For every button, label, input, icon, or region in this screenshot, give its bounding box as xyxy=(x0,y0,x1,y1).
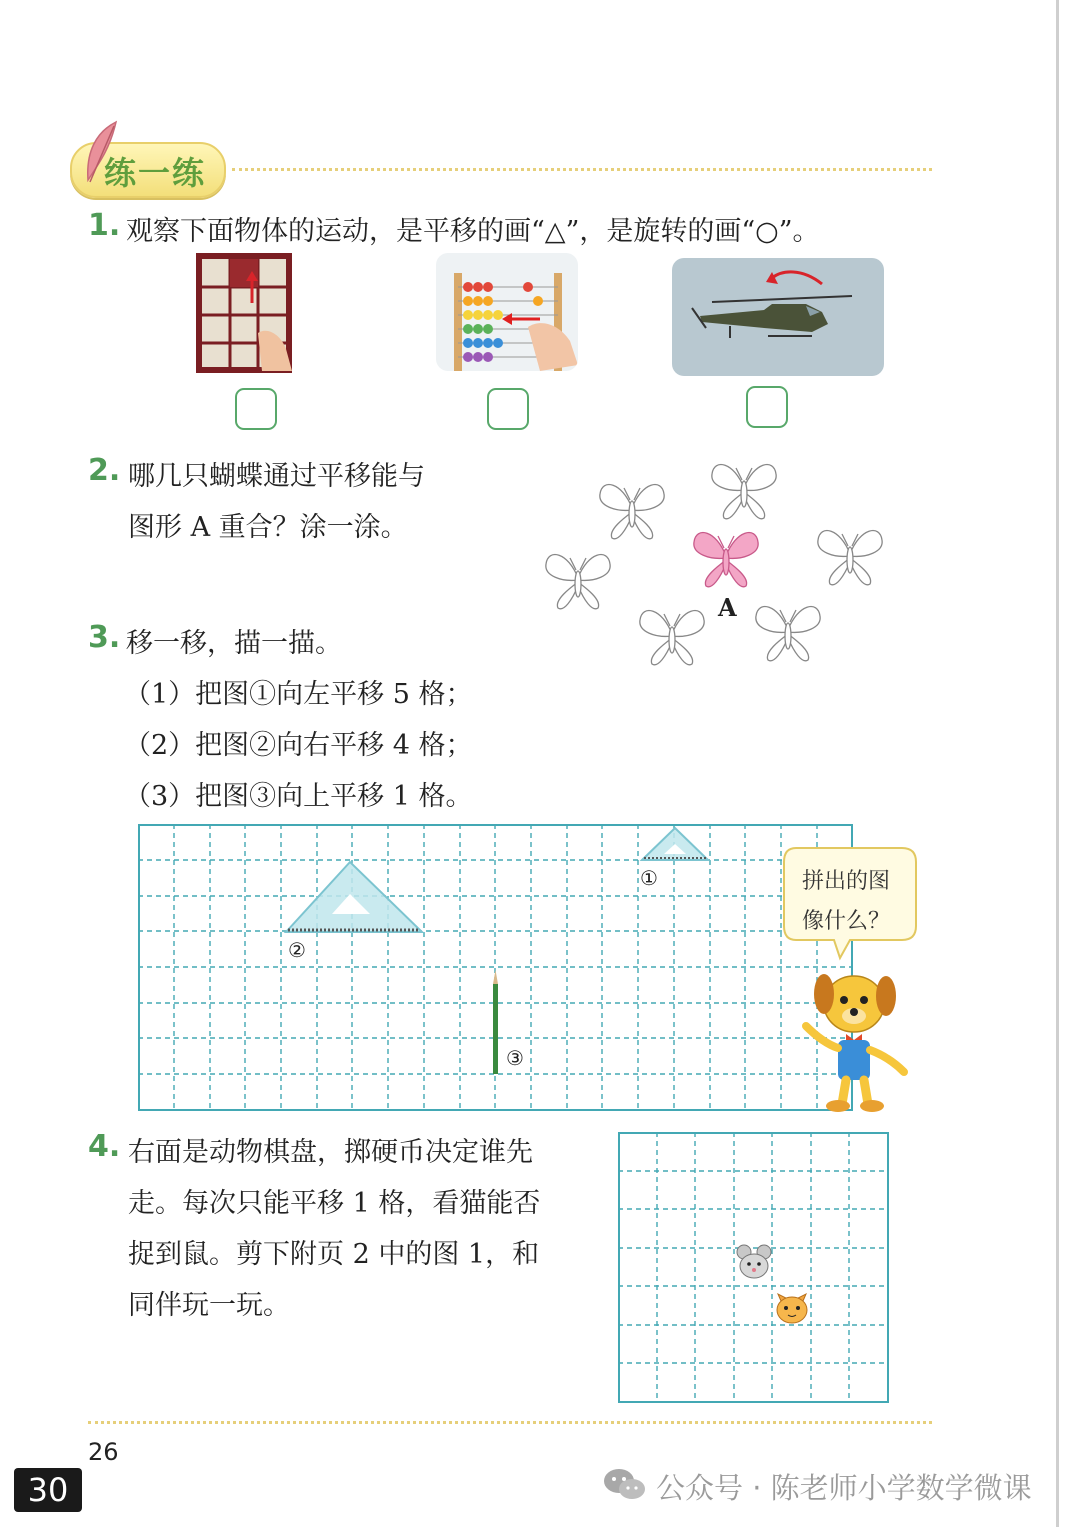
abacus-photo xyxy=(436,253,578,371)
q1-answer-box-3[interactable] xyxy=(746,386,788,428)
translation-grid[interactable] xyxy=(138,824,854,1112)
butterfly-icon[interactable] xyxy=(640,611,704,665)
butterfly-icon[interactable] xyxy=(600,485,664,539)
sliding-puzzle-photo xyxy=(196,253,314,373)
figure-3-label: ③ xyxy=(506,1046,524,1070)
watermark-text: 公众号 · 陈老师小学数学微课 xyxy=(656,1471,1032,1505)
q3-number: 3. xyxy=(88,620,121,655)
q1-answer-box-1[interactable] xyxy=(235,388,277,430)
q3-text: 移一移，描一描。 xyxy=(126,628,342,659)
q3-item-3: （3）把图③向上平移 1 格。 xyxy=(124,781,473,812)
q1-number: 1. xyxy=(88,208,121,243)
figure-1-label: ① xyxy=(640,866,658,890)
butterfly-icon[interactable] xyxy=(712,465,776,519)
page-edge xyxy=(1056,0,1059,1527)
footer-dotted-rule xyxy=(88,1421,932,1424)
q2-number: 2. xyxy=(88,453,121,488)
q4-line-1: 右面是动物棋盘，掷硬币决定谁先 xyxy=(128,1137,533,1168)
q1-text: 观察下面物体的运动，是平移的画“△”，是旋转的画“○”。 xyxy=(126,216,820,247)
q3-item-1: （1）把图①向左平移 5 格； xyxy=(124,679,473,710)
q2-line1: 哪几只蝴蝶通过平移能与 xyxy=(128,461,425,492)
speech-bubble-line2: 像什么？ xyxy=(802,909,891,934)
q4-line-2: 走。每次只能平移 1 格，看猫能否 xyxy=(128,1188,541,1219)
dog-icon xyxy=(796,968,914,1114)
section-title: 练一练 xyxy=(104,154,207,192)
animal-chess-board[interactable] xyxy=(618,1132,890,1404)
q4-line-3: 捉到鼠。剪下附页 2 中的图 1，和 xyxy=(128,1239,540,1270)
q2-line2: 图形 A 重合？涂一涂。 xyxy=(128,512,408,543)
set-square-icon xyxy=(642,828,708,860)
helicopter-icon xyxy=(672,258,884,376)
wechat-icon xyxy=(602,1466,648,1502)
header-dotted-rule xyxy=(232,168,932,171)
butterfly-icon[interactable] xyxy=(756,607,820,661)
butterfly-icon[interactable] xyxy=(546,555,610,609)
page-number: 26 xyxy=(88,1438,119,1466)
figure-2-label: ② xyxy=(288,938,306,962)
page-tab: 30 xyxy=(14,1468,82,1512)
q3-item-2: （2）把图②向右平移 4 格； xyxy=(124,730,473,761)
q4-line-4: 同伴玩一玩。 xyxy=(128,1290,290,1321)
butterfly-a xyxy=(694,533,758,587)
set-square-icon xyxy=(286,862,422,932)
mouse-icon[interactable] xyxy=(737,1245,771,1278)
butterfly-a-label: A xyxy=(718,593,737,622)
cat-icon[interactable] xyxy=(777,1294,807,1323)
butterfly-field xyxy=(530,450,910,670)
q1-answer-box-2[interactable] xyxy=(487,388,529,430)
speech-bubble-line1: 拼出的图 xyxy=(802,869,891,894)
q4-number: 4. xyxy=(88,1129,121,1164)
butterfly-icon[interactable] xyxy=(818,531,882,585)
pencil-icon xyxy=(493,970,498,1074)
